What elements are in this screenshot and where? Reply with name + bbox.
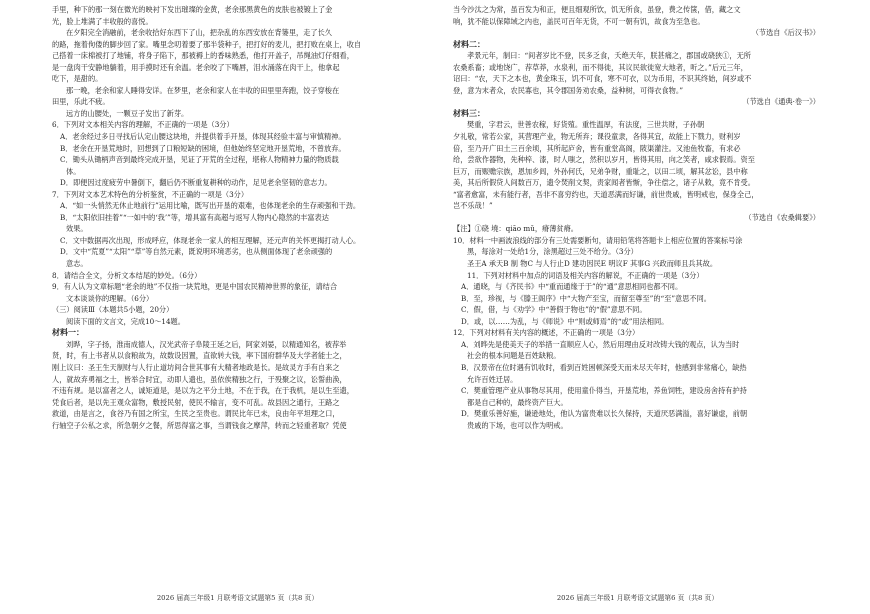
text-line: 凭食后者，是以先王观众富物，敷授民射，使民不输言，变不可乱。故县因之通行，王路之	[52, 397, 340, 407]
text-line: 诏曰：“农，天下之本也，黄金珠玉，饥不可食，寒不可衣，以为币用，不识其终始，间岁或不	[453, 74, 752, 84]
text-line: D．即便因过度疲劳中暑倒下，翻后仍不断重复耕种的动作，足见老余坚韧的意志力。	[60, 178, 332, 188]
text-line: （节选自《农桑辑要》）	[744, 212, 820, 222]
text-line: 给，尝欲作器物，先种梓、漆，时人嗤之，然积以岁月，皆得其用，向之笑者，咸求假焉。资至	[453, 155, 755, 165]
text-line: 樊重，字君云，世善农稼，好货殖。重性温厚，有法度，三世共财，子孙朝	[467, 120, 705, 130]
text-line: 12．下列对材料有关内容的概述，不正确的一项是（3分）	[453, 328, 640, 338]
text-line: 材料二：	[453, 38, 485, 49]
text-line: 救道，由是言之，食谷乃有国之所宝，生民之至贵也。谓民比年已未，良由年平坦理之口，	[52, 409, 340, 419]
text-line: 黑，每涂对一处给1分，涂黑超过三处不给分。（3分）	[467, 247, 638, 257]
text-line: B．“太阳依旧挂着”“一如中的‘我’”等，增具富有高超与返写人物内心隐然的丰富表达	[60, 212, 329, 222]
text-line: 夕礼敬，常若公家，其营理产业，物无所弃；课役童隶，各得其宜，故能上下戮力，财利岁	[453, 132, 741, 142]
text-line: 响，犹不能以保障域之内也，盖民可百年无货，不可一朝有饥，故食为至急也。	[453, 16, 705, 26]
text-line: B．至，珍视，与《滕王阁序》中“大物产至宝，而留至尊至”的“至”意思不同。	[461, 293, 711, 303]
text-line: 田里，乐此不疲。	[52, 97, 110, 107]
text-line: A．通晓，与《齐民书》中“重而通缘于于”的“通”意思相同也都不同。	[461, 282, 683, 292]
text-line: 社会的根本问题是百姓缺粮。	[467, 351, 561, 361]
text-line: 阅读下面的文言文，完成10～14题。	[66, 316, 185, 326]
page-footer-left: 2026 届高三年级1 月联考语文试题第5 页（共8 页）	[156, 594, 319, 602]
text-line: C．锄头从锄柄声音到最终完成开垦，见证了开荒的全过程，堪称人物精神力量的物质载	[60, 155, 339, 165]
text-line: B．老余在开垦荒地时，回想到了口粮短缺的困境，但他始终坚定地开垦荒地，不曾放弃。	[60, 143, 346, 153]
text-line: 当今沙汰之为常，虽百发为和正，便且细观所饮，饥无所食，虽登，费之传箧，借，藏之文	[453, 5, 741, 14]
text-line: （三）阅读Ⅲ（本题共5小题，20分）	[52, 305, 174, 315]
text-line: 允许百姓迁居。	[467, 374, 518, 384]
text-line: 刚上议曰：圣王生天制财与人行止道坊间合世其事有大精者地政是长。是故灵方手有自来之	[52, 362, 340, 372]
text-line: “富者愈富，未有能行者，吾非不喜穷约也，天道恶满而好谦，前世贵戚，皆明戒也，保身全己，	[453, 189, 759, 199]
text-line: C．文中数据再次出现，形成呼应，体现老余一家人的相互理解，还元声的关怀更揭打动人心。	[60, 235, 361, 245]
text-line: 登，意为末者众，农民寡也，其令郡国务劝农桑，益种树，可得衣食物。”	[453, 85, 684, 95]
text-line: 行轴空子公私之求，所急朝夕之餐，所思得富之事，当谓钱食之摩萍，转而之轻重者取？凭使	[52, 420, 347, 430]
text-line: A．老余经过多日寻找后认定山腰这块地，并提供着手开垦，体现其经验丰富与审慎精神。	[60, 132, 346, 142]
text-line: A．刘晔先是使美天子的举措一直顺应人心，然后用理由反对改铸大钱的观点，认为当时	[461, 339, 740, 349]
text-line: 8．请结合全文，分析文本结尾的妙处。（6分）	[52, 270, 202, 280]
text-line: 农桑系畜；或地饶广，荐草莽，水泉利，而不得徙，其议民欲徙宽大地者，听之。”后元三年，	[453, 62, 748, 72]
text-line: 倍，至乃开广田土三百余顷，其所起庐舍，皆有重堂高阁，陂渠灌注。又池鱼牧畜，有求必	[453, 143, 741, 153]
text-line: 孝景元年，制曰：“间者岁比不登，民多乏食，夭绝天年，朕甚痛之，郡国或硗狭①，无所	[467, 51, 751, 61]
text-line: 7．下列对文本艺术特色的分析鉴赏，不正确的一项是（3分）	[52, 189, 249, 199]
text-line: 吃下，是甜的。	[52, 74, 103, 84]
text-line: 11．下列对材料中加点的词语及相关内容的解说，不正确的一项是（3分）	[467, 270, 704, 280]
text-line: 贤，时，有上书者从以食粮故为，故数设因置，直欲转大钱，率下国府群华及大学者能士之，	[52, 351, 347, 361]
text-line: 体。	[66, 166, 81, 176]
text-line: C．假，借，与《劝学》中“善假于物也”的“假”意思不同。	[461, 305, 647, 315]
text-line: 【注】①硗 墝：qiāo mǔ，瘠薄贫瘠。	[453, 224, 578, 234]
exam-page-right	[435, 0, 870, 614]
text-line: 手里，种下的那一刻在微光的映衬下发出璀璨的金黄，老余那黑黄色的皮肤也被镀上了金	[52, 5, 333, 14]
text-line: （节选自《后汉书》）	[751, 28, 820, 38]
text-line: 圣王A 承天B 制 物C 与人行止D 建功因民E 明议F 其事G 兴政而师且兵其故。	[467, 259, 718, 269]
text-line: A．“如一头悄然无休止地前行”运用比喻，既写出开垦的艰难，也体现老余的生存顽强和干劲。	[60, 201, 361, 211]
text-line: 材料三：	[453, 107, 485, 118]
text-line: 在夕阳完全消融前，老余收拾好东西下了山，把杂乱的东西安放在背篓里，走了长久	[66, 28, 332, 38]
text-line: 是一盘肉干安静地躺着，用手摸时还有余温。老余咬了下嘴唇，泪水涌落在肉干上，他拿起	[52, 62, 340, 72]
text-line: 都是自己种的，最终资产巨大。	[467, 397, 568, 407]
text-line: 文本谈谈你的理解。（6分）	[66, 293, 154, 303]
text-line: 意志。	[66, 259, 88, 269]
text-line: D．文中“荒夏”“太阳”“草”等自然元素，既说明环境恶劣，也从侧面体现了老余顽强的	[60, 247, 333, 257]
text-line: 10．材料一中画波浪线的部分有三处需要断句，请用铅笔将答题卡上相应位置的答案标号涂	[453, 235, 743, 245]
text-line: 光，脸上堆满了丰收般的喜悦。	[52, 16, 153, 26]
text-line: 美，其后所假贷人间数百万，遗令焚削文契，责家闻者皆惭，争往偿之，诸子从敕，竟不肯受。	[453, 178, 755, 188]
text-line: 6．下列对文本相关内容的理解，不正确的一项是（3分）	[52, 120, 234, 130]
left-text-column	[0, 4, 435, 431]
text-line: 的路，拖着佝偻的脚步回了家。嘴里念叨着要了那半袋种子，把打好的麦儿，把打败在桌上，收自	[52, 39, 362, 49]
text-line: 效果。	[66, 224, 88, 234]
text-line: 己搭着一床棉被打了地铺，将身子陷下，那被褥上的香味熟悉，他打开盖子，吊绳油灯仔细看，	[52, 51, 354, 61]
text-line: D．樊重乐善好施，谦逊地处，他认为富贵难以长久保持，天道厌恶满溢，喜好谦虚，前朝	[461, 409, 748, 419]
text-line: C．樊重管理产业从事物尽其用，使用童仆得当，开垦荒地，养鱼饲牲，建设房舍持有护持	[461, 386, 747, 396]
text-line: 岂不乐哉！”	[453, 201, 493, 211]
text-line: 远方的山腰处，一颗豆子发出了新芽。	[66, 108, 189, 118]
text-line: 不违有规。是以富者之人，诚矩道是，是以为之平分土地，不在于我，在于我机，是以生至遗，	[52, 386, 354, 396]
text-line: D．或，以……为乱，与《师说》中“则或师焉”的“或”用法相同。	[461, 316, 669, 326]
text-line: 刘晔，字子扬，淮南成德人，汉光武帝子阜陵王延之后，阿家刘晏，以精通知名，被荐举	[66, 339, 347, 349]
text-line: 巨万，而赈赡宗族，恩加乡闾，外孙何氏，兄弟争财，重耻之，以田二顷，解其忿讼，县中称	[453, 166, 748, 176]
page-footer-right: 2026 届高三年级1 月联考语文试题第6 页（共8 页）	[556, 594, 719, 602]
text-line: B．汉景帝在位时遇有饥收时，看到百姓困顿深受天而未尽天年时，他感到非常痛心，缺热	[461, 362, 747, 372]
text-line: 人，就故弃勇福之士，皆举合时宜，动即人遗也，虽依俟精独之行，于殁聚之议，讼誓曲涣，	[52, 374, 347, 384]
right-text-column	[435, 4, 870, 431]
text-line: 那一晚，老余和家人睡得安详。在梦里，老余和家人在丰收的田里里奔跑，饺子穿梭在	[66, 85, 340, 95]
text-line: 材料一：	[52, 327, 84, 338]
text-line: 贵戚的下场，也可以作为明戒。	[467, 420, 568, 430]
text-line: 9．有人认为文章标题“老余的地”不仅指一块荒地，更是中国农民精神世界的象征，请结合	[52, 282, 338, 292]
text-line: （节选自《通典·卷一》）	[742, 97, 820, 107]
